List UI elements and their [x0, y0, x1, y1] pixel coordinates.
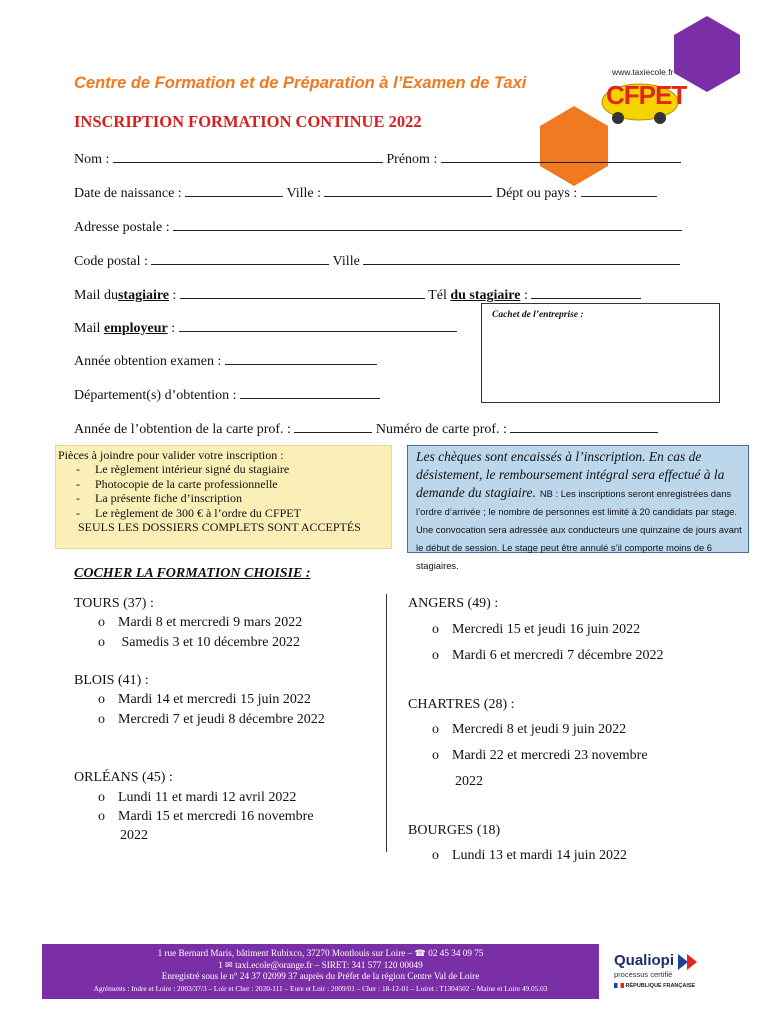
list-item: - La présente fiche d’inscription [76, 491, 242, 505]
french-flag-icon [614, 983, 624, 988]
adresse-field[interactable] [173, 218, 682, 231]
dept-label: Dépt ou pays : [495, 186, 578, 201]
code-postal-line [74, 252, 680, 270]
colon: : [171, 321, 176, 336]
colon: : [172, 288, 177, 303]
cachet-box[interactable] [481, 303, 720, 403]
adresse-line [74, 218, 682, 236]
annee-carte-field[interactable] [294, 420, 372, 433]
qualiopi-logo [614, 952, 724, 996]
qualiopi-name: Qualiopi [614, 952, 674, 969]
list-item: - Le règlement de 300 € à l’ordre du CFPET [76, 505, 301, 520]
republique-label: RÉPUBLIQUE FRANÇAISE [625, 983, 696, 989]
cachet-label: Cachet de l’entreprise : [492, 310, 584, 320]
tel-label: Tél [428, 288, 447, 303]
list-item: - Le règlement intérieur signé du stagiaire [76, 462, 290, 476]
form-subtitle: INSCRIPTION FORMATION CONTINUE 2022 [74, 112, 422, 131]
mail-line [74, 286, 641, 304]
pieces-list [76, 462, 301, 520]
ville2-label: Ville [332, 254, 360, 269]
mail-employeur-label: Mail [74, 321, 101, 336]
angers-city: ANGERS (49) : [408, 596, 499, 611]
adresse-label: Adresse postale : [74, 220, 170, 235]
nb-text: NB : Les inscriptions seront enregistrées dans l’ordre d’arrivée ; le nombre de personnes est limité à 20 candidats par stage. Une convocation sera adressée aux conducteurs une quinzaine de jours avant le début de session. Le stage peut être annulé s’il comporte moins de 6 stagiaires. [416, 488, 742, 571]
carte-line [74, 420, 658, 438]
departements-label: Département(s) d’obtention : [74, 388, 237, 403]
du-stagiaire-label: du stagiaire [450, 288, 521, 303]
annee-carte-label: Année de l’obtention de la carte prof. : [74, 422, 291, 437]
pieces-heading: Pièces à joindre pour valider votre inscription : [58, 448, 284, 462]
nom-field[interactable] [113, 150, 383, 163]
bourges-option-1[interactable]: o Lundi 13 et mardi 14 juin 2022 [432, 848, 627, 863]
nom-label: Nom : [74, 152, 110, 167]
code-postal-field[interactable] [151, 252, 329, 265]
date-naissance-field[interactable] [185, 184, 283, 197]
mail-field[interactable] [180, 286, 425, 299]
angers-option-1[interactable]: o Mercredi 15 et jeudi 16 juin 2022 [432, 622, 641, 637]
annee-examen-line [74, 352, 377, 370]
prenom-label: Prénom : [386, 152, 438, 167]
annee-examen-field[interactable] [225, 352, 377, 365]
departements-field[interactable] [240, 386, 380, 399]
tel-field[interactable] [531, 286, 641, 299]
tours-option-2[interactable]: o Samedis 3 et 10 décembre 2022 [98, 635, 300, 650]
orleans-option-1[interactable]: o Lundi 11 et mardi 12 avril 2022 [98, 790, 297, 805]
orleans-option-2-year: 2022 [120, 828, 148, 843]
nom-line [74, 150, 681, 168]
logo-name: CFPET [606, 80, 687, 110]
code-postal-label: Code postal : [74, 254, 148, 269]
footer-contact: 1 ✉ taxi.ecole@orange.fr – SIRET: 341 577 120 00049 [218, 959, 423, 970]
ville2-field[interactable] [363, 252, 680, 265]
blois-option-2[interactable]: o Mercredi 7 et jeudi 8 décembre 2022 [98, 712, 325, 727]
employeur-label: employeur [103, 321, 168, 336]
mail-employeur-line [74, 319, 457, 337]
pieces-footer: SEULS LES DOSSIERS COMPLETS SONT ACCEPTÉS [78, 520, 361, 534]
dept-field[interactable] [581, 184, 657, 197]
chartres-option-2-year: 2022 [455, 774, 483, 789]
footer-agrements: Agréments : Indre et Loire : 2003/37/3 – Loir et Cher : 2020-111 – Eure et Loir : 2009/01 – Cher : 18-12-01 – Loiret : T1304502 – Maine et Loire 49.05.03 [93, 983, 548, 993]
ville-field[interactable] [324, 184, 492, 197]
numero-carte-label: Numéro de carte prof. : [375, 422, 507, 437]
chartres-city: CHARTRES (28) : [408, 697, 515, 712]
footer-address: 1 rue Bernard Maris, bâtiment Rubixco, 37270 Montlouis sur Loire – ☎ 02 45 34 09 75 [157, 948, 484, 958]
list-item: - Photocopie de la carte professionnelle [76, 476, 278, 491]
blois-city: BLOIS (41) : [74, 673, 149, 688]
cheques-box [407, 445, 749, 571]
naissance-line [74, 184, 657, 202]
cfpet-logo [598, 66, 687, 128]
mail-employeur-field[interactable] [179, 319, 457, 332]
chartres-option-2[interactable]: o Mardi 22 et mercredi 23 novembre [432, 748, 648, 763]
bourges-city: BOURGES (18) [408, 823, 501, 838]
page-title: Centre de Formation et de Préparation à l’Examen de Taxi [74, 74, 527, 92]
logo-url: www.taxiecole.fr [612, 67, 674, 77]
formation-heading: COCHER LA FORMATION CHOISIE : [74, 566, 311, 581]
orleans-city: ORLÉANS (45) : [74, 770, 173, 785]
qualiopi-chevron-icon [678, 954, 700, 970]
chartres-option-1[interactable]: o Mercredi 8 et jeudi 9 juin 2022 [432, 722, 627, 737]
tours-option-1[interactable]: o Mardi 8 et mercredi 9 mars 2022 [98, 615, 303, 630]
ville-label: Ville : [286, 186, 321, 201]
footer-band [42, 944, 599, 999]
cheques-text: Les chèques sont encaissés à l’inscription. En cas de désistement, le remboursement intégral sera effectué à la demande du stagiaire. [416, 449, 725, 500]
prenom-field[interactable] [441, 150, 681, 163]
mail-label: Mail du [74, 288, 118, 303]
date-naissance-label: Date de naissance : [74, 186, 182, 201]
colon: : [523, 288, 528, 303]
column-divider [386, 594, 387, 852]
blois-option-1[interactable]: o Mardi 14 et mercredi 15 juin 2022 [98, 692, 311, 707]
qualiopi-sub: processus certifié [614, 970, 673, 979]
tours-city: TOURS (37) : [74, 596, 154, 611]
footer-registration: Enregistré sous le n° 24 37 02099 37 auprès du Préfet de la région Centre Val de Loire [161, 971, 480, 981]
annee-examen-label: Année obtention examen : [74, 354, 222, 369]
departements-line [74, 386, 380, 404]
pieces-box [55, 445, 392, 549]
orleans-option-2[interactable]: o Mardi 15 et mercredi 16 novembre [98, 809, 314, 824]
numero-carte-field[interactable] [510, 420, 658, 433]
angers-option-2[interactable]: o Mardi 6 et mercredi 7 décembre 2022 [432, 648, 664, 663]
stagiaire-label: stagiaire [117, 288, 170, 303]
